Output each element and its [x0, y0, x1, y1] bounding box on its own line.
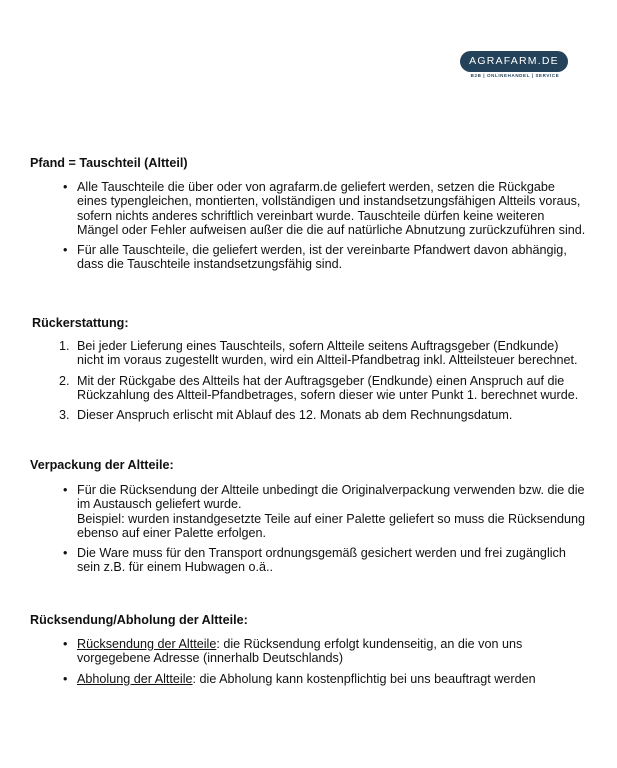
list-item: 2. Mit der Rückgabe des Altteils hat der Auftragsgeber (Endkunde) einen Anspruch auf die Rückzahlung des Altteil-Pfandbetrages, sofern dieser wie unter Punkt 1. berechnet wurde. [59, 373, 579, 402]
verpackung-list [77, 483, 587, 581]
list-item: • Für die Rücksendung der Altteile unbedingt die Originalverpackung verwenden bzw. die die im Austausch geliefert wurde. Beispiel: wurden instandgesetzte Teile auf einer Palette geliefert so muss die Rücksendung ebenso auf einer Palette erfolgen. [77, 483, 587, 540]
list-item: • Alle Tauschteile die über oder von agrafarm.de geliefert werden, setzen die Rückgabe eines typengleichen, montierten, vollständigen und instandsetzungsfähigen Altteils voraus, sofern nichts anderes schriftlich vereinbart wurde. Tauschteile dürfen keine weiteren Mängel oder Fehler aufweisen außer die die auf natürliche Abnutzung zurückzuführen sind. [77, 180, 587, 237]
list-item: 3. Dieser Anspruch erlischt mit Ablauf des 12. Monats ab dem Rechnungsdatum. [59, 408, 513, 423]
list-item: 1. Bei jeder Lieferung eines Tauschteils, sofern Altteile seitens Auftragsgeber (Endkunde) nicht im voraus zugestellt wurden, wird ein Altteil-Pfandbetrag inkl. Altteilsteuer berechnet. [59, 339, 578, 368]
list-item: • Die Ware muss für den Transport ordnungsgemäß gesichert werden und frei zugänglich sein z.B. für einem Hubwagen o.ä.. [77, 546, 587, 575]
pfand-list [77, 180, 587, 278]
logo-tagline: B2B | ONLINEHANDEL | SERVICE [470, 73, 560, 78]
ruecksendung-list [77, 637, 587, 692]
heading-ruecksendung-abholung: Rücksendung/Abholung der Altteile: [30, 613, 248, 627]
heading-rueckerstattung: Rückerstattung: [32, 316, 129, 330]
list-item: • Rücksendung der Altteile: die Rücksendung erfolgt kundenseitig, an die von uns vorgegebene Adresse (innerhalb Deutschlands) [77, 637, 587, 666]
list-item: • Abholung der Altteile: die Abholung kann kostenpflichtig bei uns beauftragt werden [77, 672, 587, 686]
list-item: • Für alle Tauschteile, die geliefert werden, ist der vereinbarte Pfandwert davon abhängig, dass die Tauschteile instandsetzungsfähig sind. [77, 243, 587, 272]
heading-verpackung: Verpackung der Altteile: [30, 458, 174, 472]
rueckerstattung-list [59, 339, 587, 428]
agrafarm-logo: AGRAFARM.DE [460, 51, 568, 72]
heading-pfand: Pfand = Tauschteil (Altteil) [30, 156, 188, 170]
